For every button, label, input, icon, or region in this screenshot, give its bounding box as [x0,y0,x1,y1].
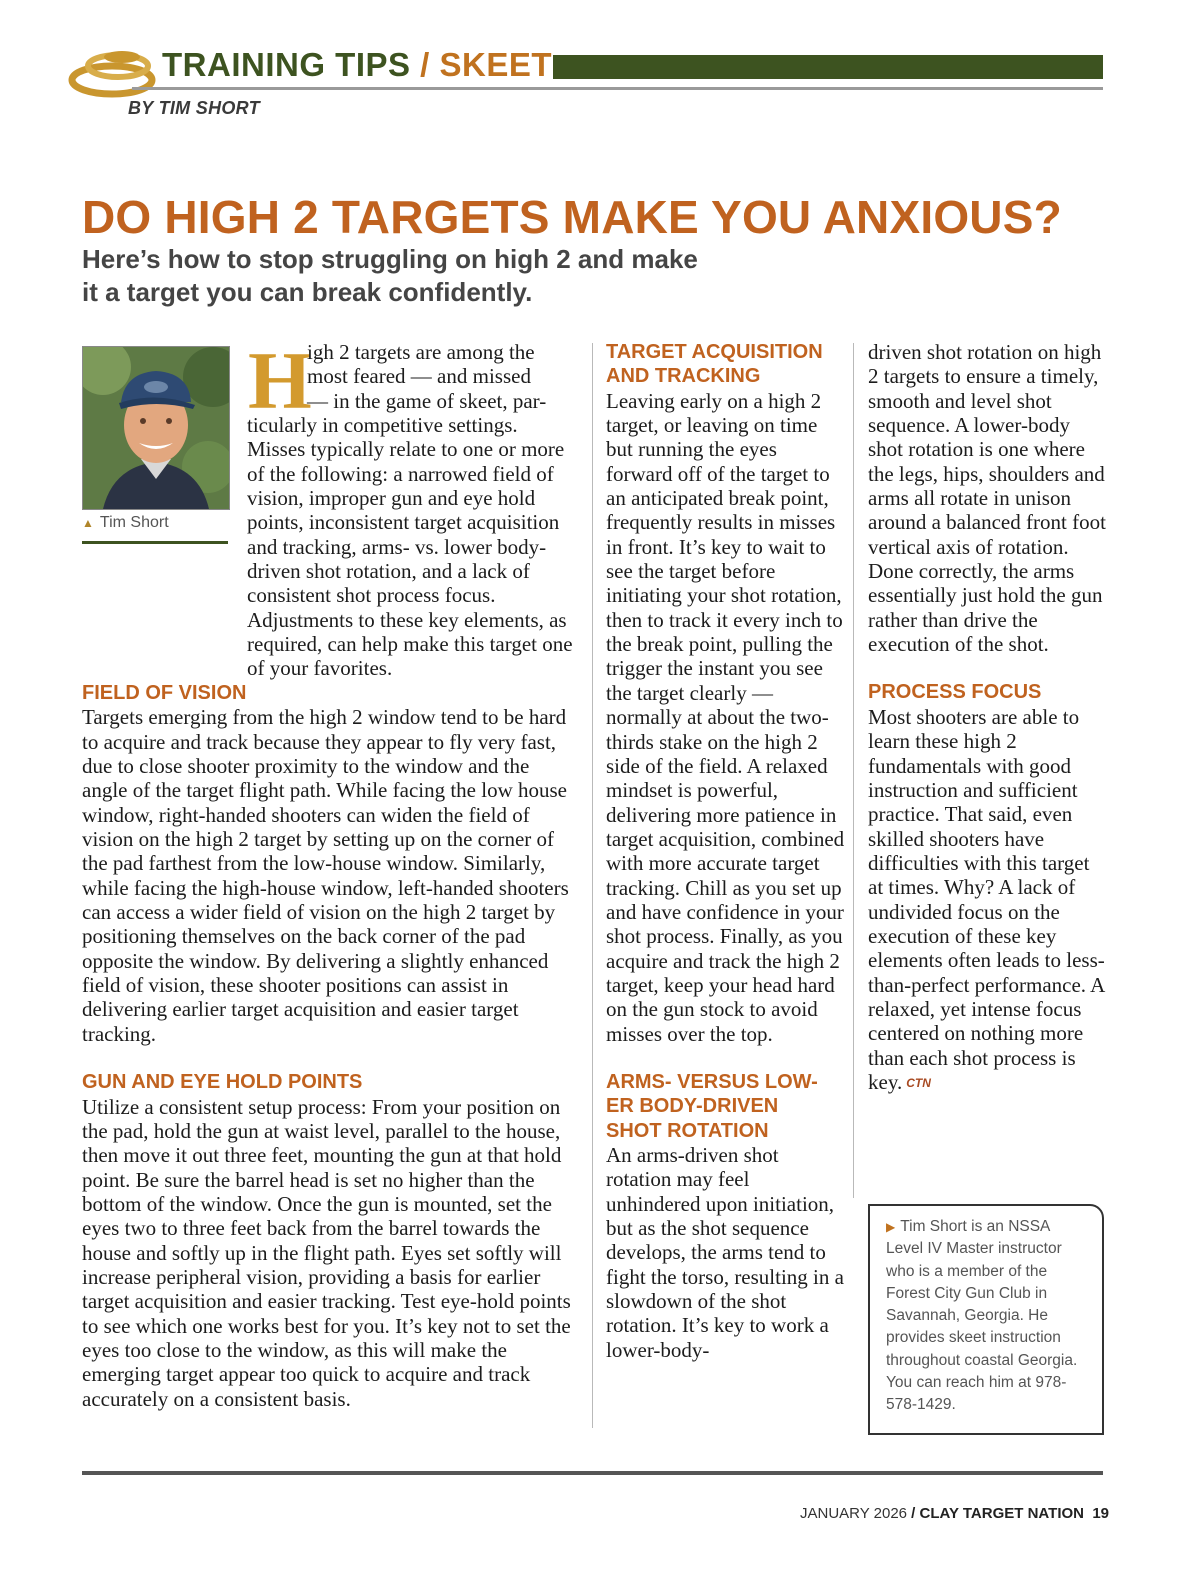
intro-paragraph [82,335,580,681]
heading-line: AND TRACKING [606,365,761,388]
deck [82,243,762,309]
heading-line: ARMS- VERSUS LOW- [606,1070,818,1093]
intro-line-1: igh 2 targets are among the [307,340,535,364]
field-of-vision-heading: FIELD OF VISION [82,682,247,704]
column-2 [606,340,846,1362]
target-acquisition-body: Leaving early on a high 2 target, or leaving on time but running the eyes forward off of the target to an anticipated break point, frequently results in misses in front. It’s key to wait to see the target before initiating your shot rotation, then to track it every inch to the break point, pulling the trigger the instant you see the target clearly — normally at about the two-thirds stake on the high 2 side of the field. A relaxed mindset is powerful, delivering more patience in target acquisition, combined with more accurate target tracking. Chill as you set up and have confidence in your shot process. Finally, as you acquire and track the high 2 target, keep your head hard on the gun stock to avoid misses over the top. [606,388,845,1046]
column-divider [592,343,593,1428]
intro-line-3: — in the game of skeet, par- [307,388,547,413]
page-footer [800,1505,1110,1522]
byline: BY TIM SHORT [128,98,260,118]
photo-caption-text: Tim Short [99,514,169,531]
header-bar [553,55,1103,79]
section-name: TRAINING TIPS [162,46,411,83]
author-bio-box [868,1204,1104,1435]
shot-rotation-heading [606,1070,846,1143]
headline: DO HIGH 2 TARGETS MAKE YOU ANXIOUS? [82,191,1062,243]
clay-target-logo-icon [66,40,158,104]
process-focus-body [868,705,1108,1096]
column-1 [82,681,580,1411]
process-focus-heading: PROCESS FOCUS [868,681,1042,704]
shot-rotation-body-continued: driven shot rotation on high 2 targets to ensure a timely, smooth and level shot sequence. A lower-body shot rotation is one where the legs, hips, shoulders and arms all rotate in unison around a balanced front foot vertical axis of rotation. Done correctly, the arms essentially just hold the gun rather than drive the execution of the shot. [868,340,1106,657]
caption-triangle-icon: ▲ [82,516,94,530]
footer-rule [82,1471,1103,1475]
bio-triangle-icon: ▶ [886,1220,896,1234]
deck-line-2: it a target you can break confidently. [82,277,533,307]
gun-eye-hold-body: Utilize a consistent setup process: From your position on the pad, hold the gun at waist level, parallel to the house, then move it out three feet, mounting the gun at that hold point. Be sure the barrel head is set no higher than the bottom of the window. Once the gun is mounted, set the eyes two to three feet back from the barrel towards the house and softly up in the flight path. Eyes set softly will increase peripheral vision, providing a basis for earlier target acquisition and easier tracking. Test eye-hold points to see which one works best for you. It’s key not to set the eyes too close to the window, as this will make the emerging target appear too quick to acquire and track accurately on a consistent basis. [82,1094,571,1411]
shot-rotation-body: An arms-driven shot rotation may feel unhindered upon initiation, but as the shot sequence develops, the arms tend to fight the torso, resulting in a slowdown of the shot rotation. It’s key to work a lower-body- [606,1143,844,1362]
process-focus-text: Most shooters are able to learn these high 2 fundamentals with good instruction and sufficient practice. That said, even skilled shooters have difficulties with this target at times. Why? A lack of undivided focus on the execution of these key elements often leads to less-than-perfect performance. A relaxed, yet intense focus centered on nothing more than each shot process is key. [868,704,1105,1094]
intro-wrap [247,413,580,681]
author-bio: Tim Short is an NSSA Level IV Master instructor who is a member of the Forest City Gun Club in Savannah, Georgia. He provides skeet instruction throughout coastal Georgia. You can reach him at 978-578-1429. [886,1218,1078,1414]
footer-separator: / [907,1505,920,1522]
gun-eye-hold-heading: GUN AND EYE HOLD POINTS [82,1071,363,1094]
issue-date: JANUARY 2026 [800,1505,908,1522]
header-rule [132,87,1103,90]
deck-line-1: Here’s how to stop struggling on high 2 and make [82,244,698,274]
column-divider [853,343,854,1198]
page-number: 19 [1092,1505,1110,1522]
section-title [162,46,552,84]
field-of-vision-body: Targets emerging from the high 2 window tend to be hard to acquire and track because they appear to fly very fast, due to close shooter proximity to the window and the angle of the target flight path. While facing the low house window, right-handed shooters can widen the field of vision on the high 2 target by setting up on the corner of the pad farthest from the low-house window. Similarly, while facing the high-house window, left-handed shooters can access a wider field of vision on the high 2 target by positioning themselves on the back corner of the pad opposite the window. By delivering a slightly enhanced field of vision, these shooter positions can assist in delivering earlier target acquisition and easier target tracking. [82,705,569,1046]
target-acquisition-heading [606,340,846,389]
subsection-name: SKEET [439,46,553,83]
heading-line: TARGET ACQUISITION [606,341,823,363]
drop-cap: H [248,335,312,426]
intro-line-2: most feared — and missed [307,364,531,389]
section-separator: / [410,46,440,83]
column-3 [868,340,1108,1095]
heading-line: SHOT ROTATION [606,1119,769,1142]
magazine-name: CLAY TARGET NATION [919,1505,1084,1522]
end-mark: CTN [906,1075,931,1090]
intro-rest: ticularly in competitive settings. Misses typically relate to one or more of the following: a narrowed field of vision, improper gun and eye hold points, inconsistent target acquisition and tracking, arms- vs. lower body-driven shot rotation, and a lack of consistent shot process focus. Adjustments to these key elements, as required, can help make this target one of your favorites. [247,413,573,681]
heading-line: ER BODY-DRIVEN [606,1095,779,1118]
